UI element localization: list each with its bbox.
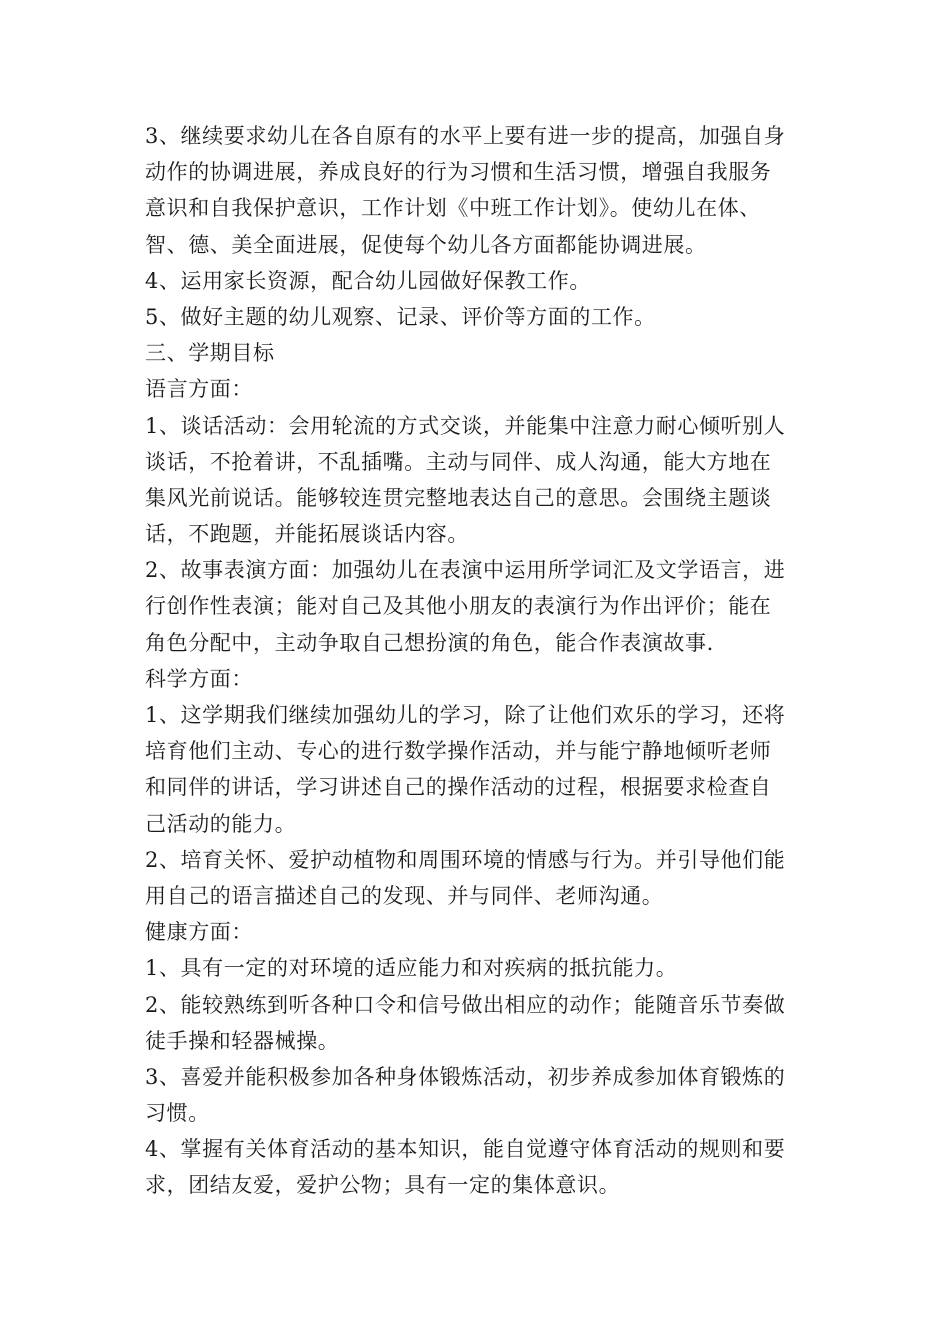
text-line: 和同伴的讲话，学习讲述自己的操作活动的过程，根据要求检查自 (145, 775, 772, 800)
text-line: 行创作性表演；能对自己及其他小朋友的表演行为作出评价；能在 (145, 594, 772, 619)
document-body (145, 118, 810, 1204)
text-line: 2、故事表演方面：加强幼儿在表演中运用所学词汇及文学语言，进 (145, 558, 786, 583)
subsection-heading: 语言方面： (145, 377, 253, 402)
text-line: 培育他们主动、专心的进行数学操作活动，并与能宁静地倾听老师 (145, 739, 772, 764)
text-line: 1、这学期我们继续加强幼儿的学习，除了让他们欢乐的学习，还将 (145, 703, 786, 727)
text-line: 话，不跑题，并能拓展谈话内容。 (145, 522, 469, 547)
text-line: 谈话，不抢着讲，不乱插嘴。主动与同伴、成人沟通，能大方地在 (145, 449, 772, 474)
subsection-heading: 科学方面： (145, 666, 253, 691)
text-line: 4、掌握有关体育活动的基本知识，能自觉遵守体育活动的规则和要 (145, 1137, 786, 1162)
section-heading: 三、学期目标 (145, 341, 275, 366)
text-line: 求，团结友爱，爱护公物；具有一定的集体意识。 (145, 1173, 621, 1198)
text-line: 1、具有一定的对环境的适应能力和对疾病的抵抗能力。 (145, 956, 678, 981)
text-line: 习惯。 (145, 1101, 210, 1126)
text-line: 3、继续要求幼儿在各自原有的水平上要有进一步的提高，加强自身 (145, 124, 786, 148)
text-line: 2、能较熟练到听各种口令和信号做出相应的动作；能随音乐节奏做 (145, 992, 786, 1017)
text-line: 3、喜爱并能积极参加各种身体锻炼活动，初步养成参加体育锻炼的 (145, 1064, 786, 1089)
text-line: 5、做好主题的幼儿观察、记录、评价等方面的工作。 (145, 304, 656, 329)
text-line: 1、谈话活动：会用轮流的方式交谈，并能集中注意力耐心倾听别人 (145, 413, 786, 438)
text-line: 2、培育关怀、爱护动植物和周围环境的情感与行为。并引导他们能 (145, 847, 786, 872)
text-line: 集风光前说话。能够较连贯完整地表达自己的意思。会围绕主题谈 (145, 485, 772, 510)
text-line: 智、德、美全面进展，促使每个幼儿各方面都能协调进展。 (145, 232, 707, 257)
text-line: 4、运用家长资源，配合幼儿园做好保教工作。 (145, 268, 591, 293)
text-line: 徒手操和轻器械操。 (145, 1028, 340, 1053)
text-line: 意识和自我保护意识，工作计划《中班工作计划》。使幼儿在体、 (145, 196, 761, 221)
subsection-heading: 健康方面： (145, 920, 253, 945)
text-line: 动作的协调进展，养成良好的行为习惯和生活习惯，增强自我服务 (145, 160, 772, 185)
text-line: 己活动的能力。 (145, 811, 297, 836)
text-line: 用自己的语言描述自己的发现、并与同伴、老师沟通。 (145, 883, 664, 908)
text-line: 角色分配中，主动争取自己想扮演的角色，能合作表演故事. (145, 630, 714, 655)
